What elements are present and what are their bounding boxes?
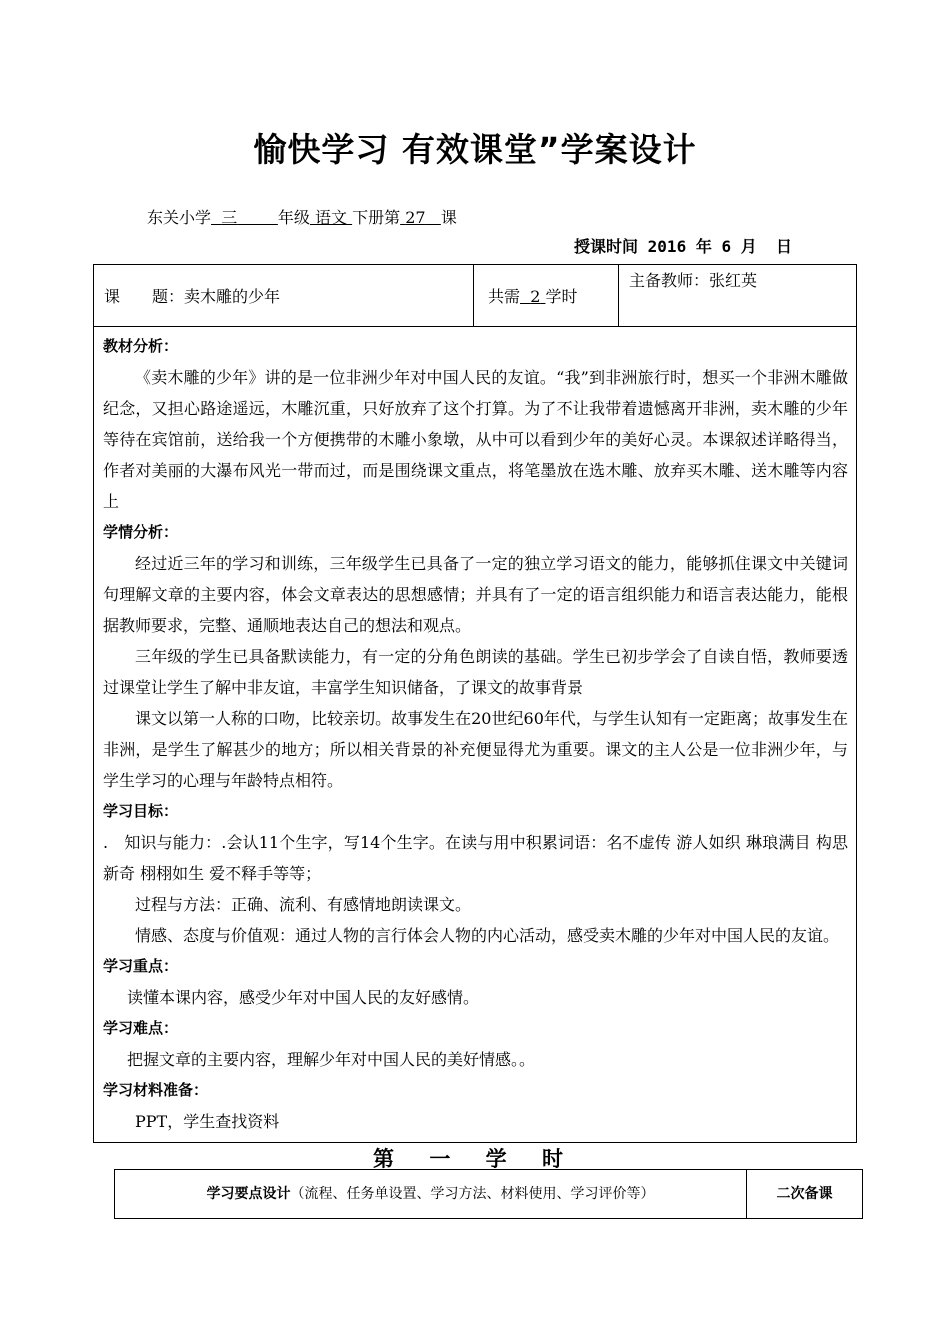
subject-value: 语文 (315, 208, 348, 227)
second-prep-cell: 二次备课 (776, 1186, 833, 1202)
materials-heading: 教材分析： (103, 337, 179, 355)
period-design-table (114, 1169, 863, 1219)
students-heading: 学情分析： (103, 523, 179, 541)
goals-heading: 学习目标： (103, 802, 179, 820)
materials-prep-heading: 学习材料准备： (103, 1081, 209, 1099)
grade-value-underline (211, 208, 278, 227)
school-name: 东关小学 (147, 208, 212, 227)
goals-paragraph-1: . 知识与能力：.会认11个生字，写14个生字。在读与用中积累词语：名不虚传 游人如织 琳琅满目 构思新奇 栩栩如生 爱不释手等等； (103, 833, 848, 883)
teacher-text: 主备教师：张红英 (629, 271, 758, 290)
lesson-body (103, 331, 848, 1137)
grade-value: 三 (221, 208, 238, 227)
key-points-heading: 学习重点： (103, 957, 179, 975)
topic-value: 卖木雕的少年 (184, 287, 281, 306)
materials-prep-paragraph: PPT，学生查找资料 (135, 1112, 280, 1131)
hours-prefix: 共需 (488, 287, 521, 306)
materials-paragraph: 《卖木雕的少年》讲的是一位非洲少年对中国人民的友谊。“我”到非洲旅行时，想买一个非洲木雕做纪念，又担心路途遥远，木雕沉重，只好放弃了这个打算。为了不让我带着遗憾离开非洲，卖木雕的少年等待在宾馆前，送给我一个方便携带的木雕小象墩，从中可以看到少年的美好心灵。本课叙述详略得当，作者对美丽的大瀑布风光一带而过，而是围绕课文重点，将笔墨放在选木雕、放弃买木雕、送木雕等内容上 (103, 368, 848, 511)
students-paragraph-1: 经过近三年的学习和训练，三年级学生已具备了一定的独立学习语文的能力，能够抓住课文中关键词句理解文章的主要内容，体会文章表达的思想感情；并具有了一定的语言组织能力和语言表达能力，能根据教师要求，完整、通顺地表达自己的想法和观点。 (103, 554, 848, 635)
hours-underline (520, 287, 545, 306)
students-paragraph-2: 三年级的学生已具备默读能力，有一定的分角色朗读的基础。学生已初步学会了自读自悟，教师要透过课堂让学生了解中非友谊，丰富学生知识储备，了课文的故事背景 (103, 647, 848, 697)
lesson-number-underline (400, 208, 441, 227)
hours-cell (474, 265, 619, 326)
students-paragraph-3: 课文以第一人称的口吻，比较亲切。故事发生在20世纪60年代，与学生认知有一定距离；故事发生在非洲，是学生了解甚少的地方；所以相关背景的补充便显得尤为重要。课文的主人公是一位非洲少年，与学生学习的心理与年龄特点相符。 (103, 709, 848, 790)
difficulties-paragraph: 把握文章的主要内容，理解少年对中国人民的美好情感。。 (127, 1050, 536, 1069)
design-label: 学习要点设计 (206, 1186, 291, 1202)
volume-label: 下册第 (352, 208, 401, 227)
difficulties-heading: 学习难点： (103, 1019, 179, 1037)
header-row (94, 265, 856, 327)
topic-cell (94, 265, 474, 326)
page-title: 愉快学习 有效课堂”学案设计 (253, 130, 697, 169)
goals-paragraph-2: 过程与方法：正确、流利、有感情地朗读课文。 (135, 895, 472, 914)
teaching-date: 授课时间 2016 年 6 月 日 (574, 237, 792, 256)
hours-value: 2 (530, 287, 541, 306)
lesson-info-line (147, 205, 457, 228)
goals-paragraph-3: 情感、态度与价值观：通过人物的言行体会人物的内心活动，感受卖木雕的少年对中国人民的友谊。 (135, 926, 840, 945)
first-period-title: 第 一 学 时 (373, 1147, 577, 1171)
topic-label: 课 题： (104, 287, 185, 306)
subject-underline (310, 208, 352, 227)
lesson-label: 课 (440, 208, 457, 227)
teacher-cell (619, 265, 858, 326)
key-points-paragraph: 读懂本课内容，感受少年对中国人民的友好感情。 (127, 988, 480, 1007)
hours-suffix: 学时 (545, 287, 578, 306)
design-points-cell (115, 1170, 747, 1218)
grade-label: 年级 (277, 208, 310, 227)
lesson-number: 27 (405, 208, 426, 227)
design-note: （流程、任务单设置、学习方法、材料使用、学习评价等） (290, 1186, 655, 1202)
lesson-plan-table (93, 264, 857, 1143)
